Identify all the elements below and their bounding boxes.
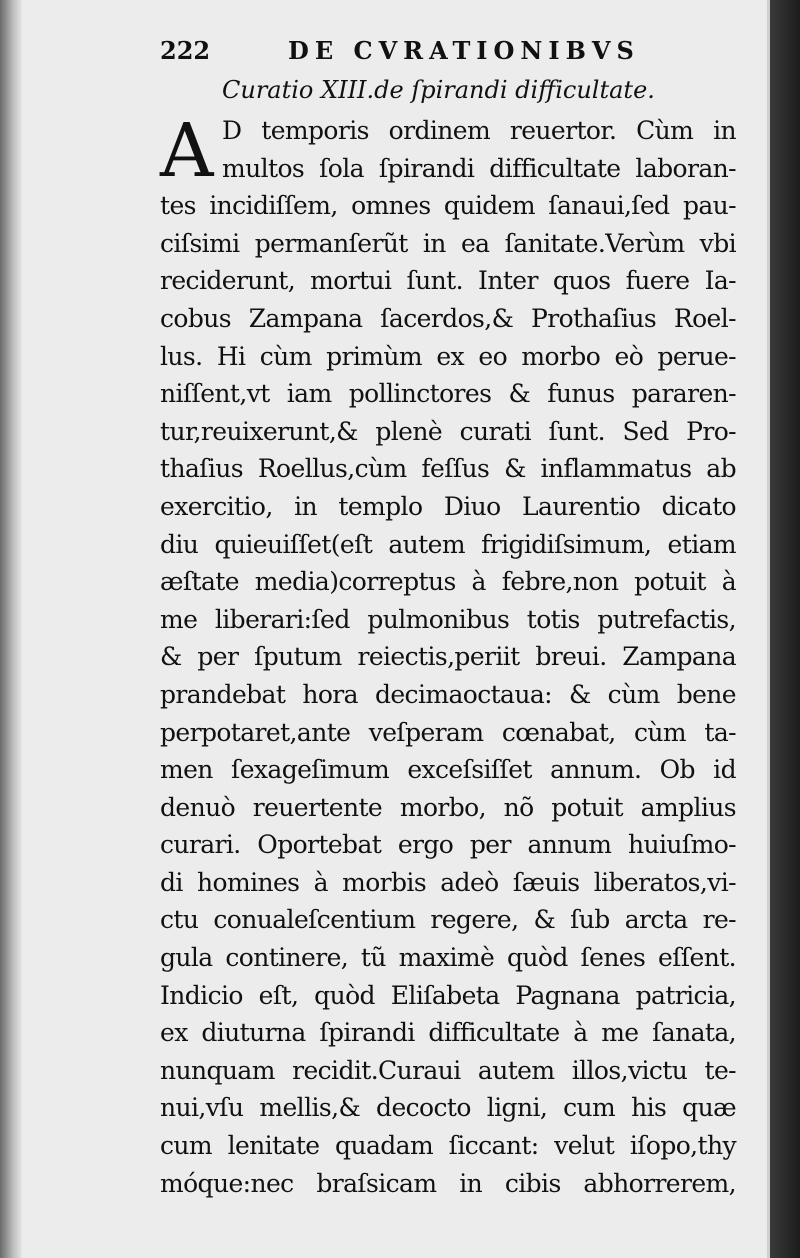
text-line: men ſexageſimum exceſsiſſet annum. Ob id [160,755,736,785]
text-line: denuò reuertente morbo, nõ potuit amplius [160,792,736,822]
text-line: nui,vſu mellis,& decocto ligni, cum his quæ [160,1093,736,1123]
text-line: cum lenitate quadam ſiccant: velut iſopo,thy [160,1131,736,1161]
text-line: ex diuturna ſpirandi difficultate à me ſanata, [160,1018,736,1048]
text-line: niſſent,vt iam pollinctores & funus pararen- [160,379,736,409]
text-line: móque:nec braſsicam in cibis abhorrerem, [160,1168,736,1198]
text-line: diu quieuiſſet(eſt autem frigidiſsimum, etiam [160,529,736,559]
text-line: tur,reuixerunt,& plenè curati ſunt. Sed Pro- [160,416,736,446]
drop-cap: A [160,108,214,194]
text-line: & per ſputum reiectis,periit breui. Zampana [160,642,736,672]
page-header [160,36,740,74]
text-line: reciderunt, mortui ſunt. Inter quos fuere Ia- [160,266,736,296]
text-line: æſtate media)correptus à febre,non potuit à [160,567,736,597]
text-line: thaſius Roellus,cùm feſſus & inflammatus ab [160,454,736,484]
text-line: exercitio, in templo Diuo Laurentio dicato [160,491,736,521]
text-line: di homines à morbis adeò ſæuis liberatos,vi- [160,867,736,897]
text-line: curari. Oportebat ergo per annum huiuſmo- [160,830,736,860]
body-paragraph [160,108,736,1202]
page-number: 222 [160,36,211,65]
running-head: DE CVRATIONIBVS [288,36,640,65]
text-line: cobus Zampana ſacerdos,& Prothaſius Roel- [160,303,736,333]
text-line: D temporis ordinem reuertor. Cùm in [222,116,736,145]
text-line: ciſsimi permanſerũt in ea ſanitate.Verùm vbi [160,228,736,258]
text-line: perpotaret,ante veſperam cœnabat, cùm ta- [160,717,736,747]
text-line: Indicio eſt, quòd Eliſabeta Pagnana patricia, [160,980,736,1010]
page-gutter-shadow [0,0,22,1258]
text-line: nunquam recidit.Curaui autem illos,victu te- [160,1055,736,1085]
text-line: prandebat hora decimaoctaua: & cùm bene [160,679,736,709]
text-line: ctu conualeſcentium regere, & ſub arcta re- [160,905,736,935]
text-line: lus. Hi cùm primùm ex eo morbo eò perue- [160,341,736,371]
scan-right-border [770,0,800,1258]
text-line: tes incidiſſem, omnes quidem ſanaui,ſed pau- [160,191,736,221]
chapter-title: Curatio XIII.de ſpirandi difficultate. [222,76,655,104]
text-line: multos ſola ſpirandi difficultate laboran- [222,153,736,183]
text-line: gula continere, tũ maximè quòd ſenes eſſent. [160,943,736,973]
text-line: me liberari:ſed pulmonibus totis putrefactis, [160,604,736,634]
